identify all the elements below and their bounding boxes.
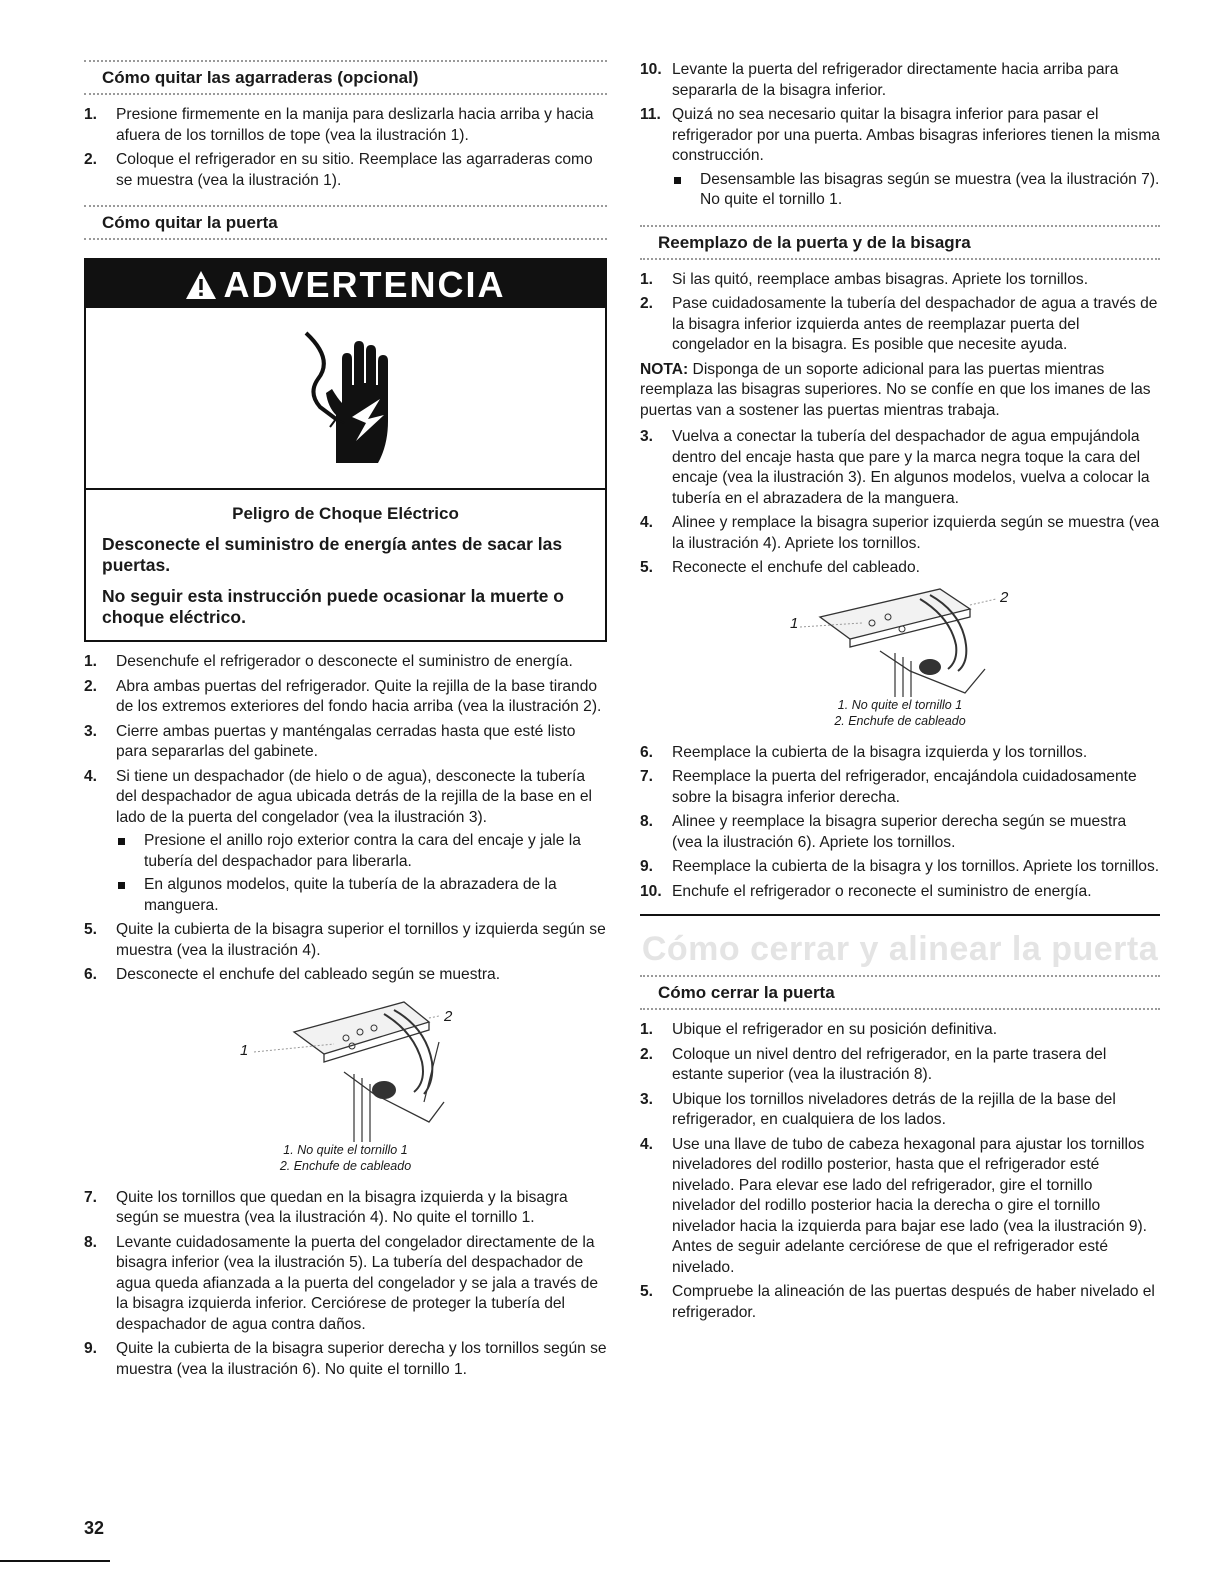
step-item [640, 60, 1160, 101]
step-number: 2. [84, 677, 98, 695]
figure-caption [84, 1142, 607, 1174]
step-item [640, 857, 1160, 878]
step-item [84, 920, 607, 961]
note-label: NOTA: [640, 360, 689, 378]
caption-line-2: 2. Enchufe de cableado [279, 1158, 412, 1173]
figure-label-1: 1 [790, 614, 799, 632]
square-bullet-icon [118, 882, 125, 889]
electric-shock-hand-icon [286, 323, 406, 473]
step-item [640, 1135, 1160, 1279]
warning-body [86, 490, 605, 640]
step-number: 3. [84, 722, 98, 740]
warning-instruction: Desconecte el suministro de energía antes de sacar las puertas. [102, 534, 563, 575]
step-number: 9. [640, 858, 654, 875]
step-item [84, 767, 607, 917]
step-number: 11. [640, 106, 661, 123]
step-text: Enchufe el refrigerador o reconecte el suministro de energía. [672, 882, 1092, 900]
bullet-item [672, 170, 1160, 211]
step-item [84, 965, 607, 986]
step-number: 8. [640, 813, 654, 830]
bullet-list [672, 170, 1160, 211]
step-text: Reemplace la cubierta de la bisagra izquierda y los tornillos. [672, 743, 1088, 761]
step-list [84, 652, 607, 986]
step-item [84, 1188, 607, 1229]
step-item [640, 882, 1160, 903]
step-list [84, 105, 607, 191]
wiring-plug-illustration [84, 992, 607, 1142]
step-number: 4. [640, 1135, 654, 1153]
page-number: 32 [84, 1518, 105, 1538]
bullet-list [116, 831, 607, 916]
step-item [84, 722, 607, 763]
step-number: 4. [640, 514, 654, 531]
step-text: Pase cuidadosamente la tubería del despachador de agua a través de la bisagra inferior izquierda antes de reemplazar puerta del congelador en la bisagra. Es posible que necesite ayuda. [672, 295, 1158, 353]
step-item [84, 677, 607, 718]
step-item [640, 427, 1160, 509]
note-text: Disponga de un soporte adicional para las puertas mientras reemplaza las bisagras superiores. No se confíe en que los imanes de las puertas van a sostener las puertas mientras trabaja. [640, 360, 1151, 419]
caption-line-1: 1. No quite el tornillo 1 [283, 1142, 408, 1157]
wiring-plug-illustration [640, 587, 1160, 697]
step-item [84, 150, 607, 191]
warning-title: ADVERTENCIA [223, 264, 506, 305]
figure-caption [640, 697, 1160, 729]
step-text: Quite la cubierta de la bisagra superior el tornillos y izquierda según se muestra (vea la ilustración 4). [116, 921, 606, 959]
step-item [640, 743, 1160, 764]
divider [640, 1008, 1160, 1010]
step-list [640, 743, 1160, 903]
footer-rule [0, 1560, 110, 1562]
step-item [84, 1233, 607, 1336]
step-item [640, 294, 1160, 356]
divider [640, 258, 1160, 260]
step-item [640, 1090, 1160, 1131]
step-list [640, 60, 1160, 211]
figure-label-2: 2 [444, 1007, 453, 1025]
step-number: 2. [84, 151, 98, 168]
section-title-remove-door: Cómo quitar la puerta [102, 213, 278, 232]
step-text: Coloque un nivel dentro del refrigerador, en la parte trasera del estante superior (vea la ilustración 8). [672, 1045, 1107, 1083]
step-item [640, 1045, 1160, 1086]
bullet-item [116, 831, 607, 872]
step-number: 1. [640, 270, 654, 288]
step-list [640, 1020, 1160, 1323]
step-number: 5. [640, 1283, 654, 1300]
chapter-title: Cómo cerrar y alinear la puerta [641, 930, 1159, 968]
step-text: Si tiene un despachador (de hielo o de agua), desconecte la tubería del despachador de agua ubicada detrás de la rejilla de la base en el lado de la puerta del congelador (vea la ilustración 3). [116, 767, 592, 826]
step-number: 3. [640, 1090, 654, 1108]
step-item [640, 1282, 1160, 1323]
step-text: Alinee y reemplace la bisagra superior derecha según se muestra (vea la ilustración 6). Apriete los tornillos. [672, 813, 1127, 851]
step-number: 6. [84, 966, 98, 983]
warning-box [84, 258, 607, 642]
step-text: Cierre ambas puertas y manténgalas cerradas hasta que esté listo para separarlas del gabinete. [116, 722, 576, 760]
hinge-wiring-drawing [84, 992, 607, 1142]
warning-consequence: No seguir esta instrucción puede ocasionar la muerte o choque eléctrico. [102, 586, 564, 627]
step-text: Si las quitó, reemplace ambas bisagras. Apriete los tornillos. [672, 270, 1089, 288]
bullet-text: En algunos modelos, quite la tubería de la abrazadera de la manguera. [144, 876, 557, 914]
warning-header [86, 260, 605, 308]
step-number: 9. [84, 1340, 98, 1357]
figure-label-1: 1 [240, 1041, 249, 1059]
step-text: Reemplace la puerta del refrigerador, encajándola cuidadosamente sobre la bisagra inferior derecha. [672, 768, 1137, 806]
caption-line-2: 2. Enchufe de cableado [834, 713, 966, 728]
step-number: 7. [84, 1188, 98, 1206]
step-text: Levante la puerta del refrigerador directamente hacia arriba para separarla de la bisagra inferior. [672, 61, 1119, 99]
caption-line-1: 1. No quite el tornillo 1 [837, 697, 963, 712]
right-column [640, 60, 1160, 1327]
step-text: Desenchufe el refrigerador o desconecte el suministro de energía. [116, 653, 573, 670]
step-number: 1. [84, 106, 98, 123]
step-text: Coloque el refrigerador en su sitio. Reemplace las agarraderas como se muestra (vea la ilustración 1). [116, 151, 593, 189]
step-item [640, 513, 1160, 554]
warning-subtitle: Peligro de Choque Eléctrico [232, 504, 459, 523]
divider [84, 238, 607, 240]
step-text: Quizá no sea necesario quitar la bisagra inferior para pasar el refrigerador por una puerta. Ambas bisagras inferiores tienen la misma construcción. [672, 106, 1160, 164]
step-number: 2. [640, 1045, 654, 1063]
step-item [640, 812, 1160, 853]
step-text: Reemplace la cubierta de la bisagra y los tornillos. Apriete los tornillos. [672, 858, 1160, 875]
step-text: Vuelva a conectar la tubería del despachador de agua empujándola dentro del encaje hasta que pare y la marca negra toque la cara del encaje (vea la ilustración 3). En algunos modelos, vuelva a colocar la tubería en el abrazadera de la manguera. [672, 428, 1150, 507]
step-text: Presione firmemente en la manija para deslizarla hacia arriba y hacia afuera de los tornillos de tope (vea la ilustración 1). [116, 106, 594, 144]
step-number: 2. [640, 295, 654, 312]
step-item [84, 105, 607, 146]
step-number: 3. [640, 428, 654, 445]
step-text: Ubique los tornillos niveladores detrás de la rejilla de la base del refrigerador, en cualquiera de los lados. [672, 1090, 1116, 1128]
step-text: Abra ambas puertas del refrigerador. Quite la rejilla de la base tirando de los extremos exteriores del fondo hacia arriba (vea la ilustración 2). [116, 677, 602, 715]
step-item [640, 105, 1160, 211]
step-item [640, 1020, 1160, 1041]
step-text: Levante cuidadosamente la puerta del congelador directamente de la bisagra inferior (vea la ilustración 5). La tubería del despachador de agua queda afianzada a la puerta del congelador y se jala a través de la bisagra izquierda inferior. Cerciórese de proteger la tubería del despachador de agua contra daños. [116, 1233, 599, 1333]
step-item [84, 1339, 607, 1380]
section-title-remove-handles: Cómo quitar las agarraderas (opcional) [102, 68, 419, 87]
step-list [84, 1188, 607, 1381]
warning-triangle-icon [185, 270, 217, 300]
step-text: Desconecte el enchufe del cableado según se muestra. [116, 966, 501, 983]
step-number: 4. [84, 767, 98, 785]
section-title-close-door: Cómo cerrar la puerta [658, 983, 835, 1002]
square-bullet-icon [118, 838, 125, 845]
note-paragraph [640, 360, 1160, 422]
step-text: Quite los tornillos que quedan en la bisagra izquierda y la bisagra según se muestra (vea la ilustración 4). No quite el tornillo 1. [116, 1188, 568, 1226]
step-text: Use una llave de tubo de cabeza hexagonal para ajustar los tornillos niveladores del rodillo posterior, hasta que el refrigerador esté nivelado. Para elevar ese lado del refrigerador, gire el tornillo nivelador del rodillo posterior hacia la derecha o gire el tornillo nivelador hacia la izquierda para bajar ese lado (vea la ilustración 9). Antes de seguir adelante cerciórese de que el refrigerador esté nivelado. [672, 1135, 1148, 1276]
step-number: 1. [84, 653, 98, 670]
left-column [84, 60, 607, 1384]
step-list [640, 427, 1160, 579]
step-text: Ubique el refrigerador en su posición definitiva. [672, 1021, 998, 1038]
step-text: Quite la cubierta de la bisagra superior derecha y los tornillos según se muestra (vea la ilustración 6). No quite el tornillo 1. [116, 1340, 607, 1378]
step-number: 7. [640, 768, 654, 785]
step-text: Alinee y remplace la bisagra superior izquierda según se muestra (vea la ilustración 4). Apriete los tornillos. [672, 514, 1160, 552]
step-number: 5. [84, 921, 98, 938]
step-number: 10. [640, 882, 662, 900]
bullet-text: Presione el anillo rojo exterior contra la cara del encaje y jale la tubería del despachador para liberarla. [144, 832, 581, 870]
warning-icon-area [86, 308, 605, 490]
step-number: 1. [640, 1021, 654, 1038]
step-number: 10. [640, 61, 662, 78]
bullet-text: Desensamble las bisagras según se muestra (vea la ilustración 7). No quite el tornillo 1. [700, 170, 1160, 208]
square-bullet-icon [674, 177, 681, 184]
section-title-replace-door: Reemplazo de la puerta y de la bisagra [658, 232, 971, 252]
step-item [640, 270, 1160, 291]
step-number: 5. [640, 559, 654, 576]
step-item [640, 767, 1160, 808]
step-list [640, 270, 1160, 356]
step-text: Reconecte el enchufe del cableado. [672, 559, 920, 576]
step-number: 8. [84, 1233, 98, 1251]
step-item [640, 558, 1160, 579]
bullet-item [116, 875, 607, 916]
step-number: 6. [640, 743, 654, 761]
divider [84, 93, 607, 95]
step-text: Compruebe la alineación de las puertas después de haber nivelado el refrigerador. [672, 1283, 1155, 1321]
step-item [84, 652, 607, 673]
figure-label-2: 2 [1000, 588, 1009, 606]
hinge-wiring-drawing [640, 587, 1160, 697]
